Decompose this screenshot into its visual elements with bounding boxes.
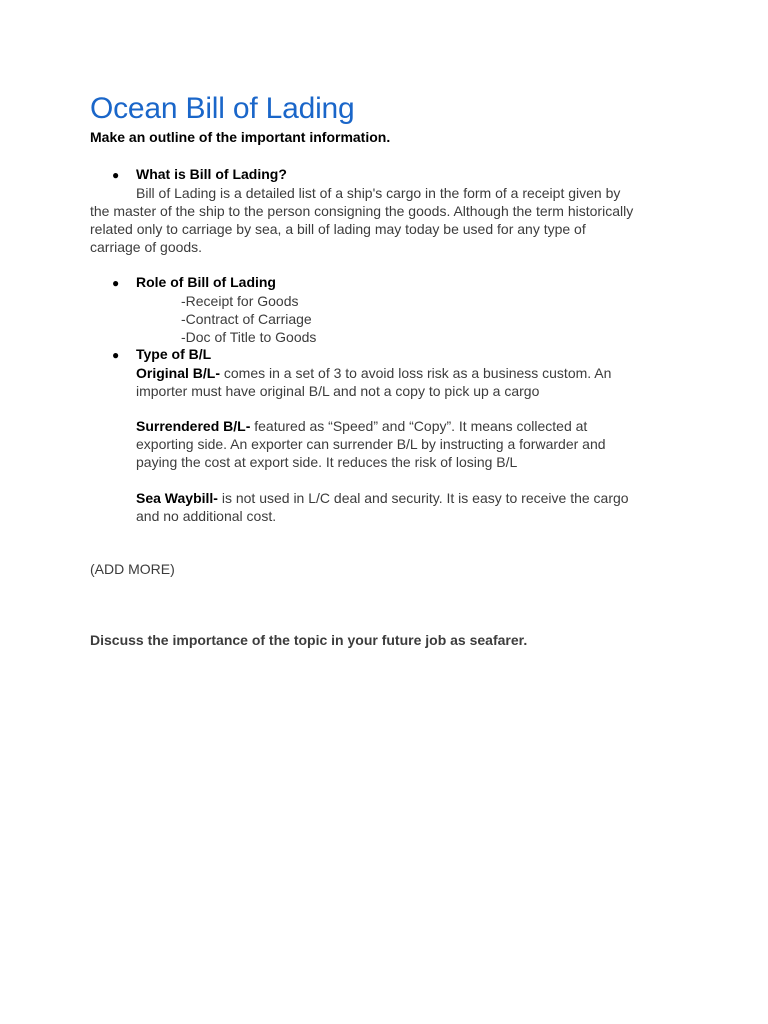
role-item: -Doc of Title to Goods (181, 329, 317, 345)
what-is-line-2: the master of the ship to the person consigning the goods. Although the term historically (90, 203, 634, 219)
role-heading: Role of Bill of Lading (136, 274, 276, 290)
surrendered-bl-line-3: paying the cost at export side. It reduces the risk of losing B/L (136, 454, 518, 470)
surrendered-bl-text: featured as “Speed” and “Copy”. It means collected at (250, 418, 588, 434)
what-is-line-3: related only to carriage by sea, a bill of lading may today be used for any type of (90, 221, 586, 237)
what-is-heading: What is Bill of Lading? (136, 166, 287, 182)
sea-waybill-line-2: and no additional cost. (136, 508, 277, 524)
original-bl-text: comes in a set of 3 to avoid loss risk as a business custom. An (220, 365, 612, 381)
surrendered-bl-label: Surrendered B/L- (136, 418, 251, 434)
what-is-line-4: carriage of goods. (90, 239, 203, 255)
original-bl-line-1 (136, 364, 611, 382)
add-more-note: (ADD MORE) (90, 561, 175, 577)
original-bl-label: Original B/L- (136, 365, 220, 381)
original-bl-line-2: importer must have original B/L and not a copy to pick up a cargo (136, 383, 540, 399)
role-item: -Receipt for Goods (181, 293, 299, 309)
sea-waybill-line-1 (136, 489, 629, 507)
role-item: -Contract of Carriage (181, 311, 312, 327)
what-is-line-1: Bill of Lading is a detailed list of a ship's cargo in the form of a receipt given by (136, 185, 621, 201)
document-title: Ocean Bill of Lading (90, 92, 355, 125)
bullet-icon: ● (112, 276, 120, 290)
types-heading: Type of B/L (136, 346, 212, 362)
sea-waybill-text: is not used in L/C deal and security. It is easy to receive the cargo (217, 490, 629, 506)
bullet-icon: ● (112, 348, 120, 362)
surrendered-bl-line-2: exporting side. An exporter can surrender B/L by instructing a forwarder and (136, 436, 606, 452)
sea-waybill-label: Sea Waybill- (136, 490, 218, 506)
discuss-prompt: Discuss the importance of the topic in your future job as seafarer. (90, 632, 528, 648)
bullet-icon: ● (112, 168, 120, 182)
surrendered-bl-line-1 (136, 417, 587, 435)
document-subtitle: Make an outline of the important information. (90, 129, 391, 145)
